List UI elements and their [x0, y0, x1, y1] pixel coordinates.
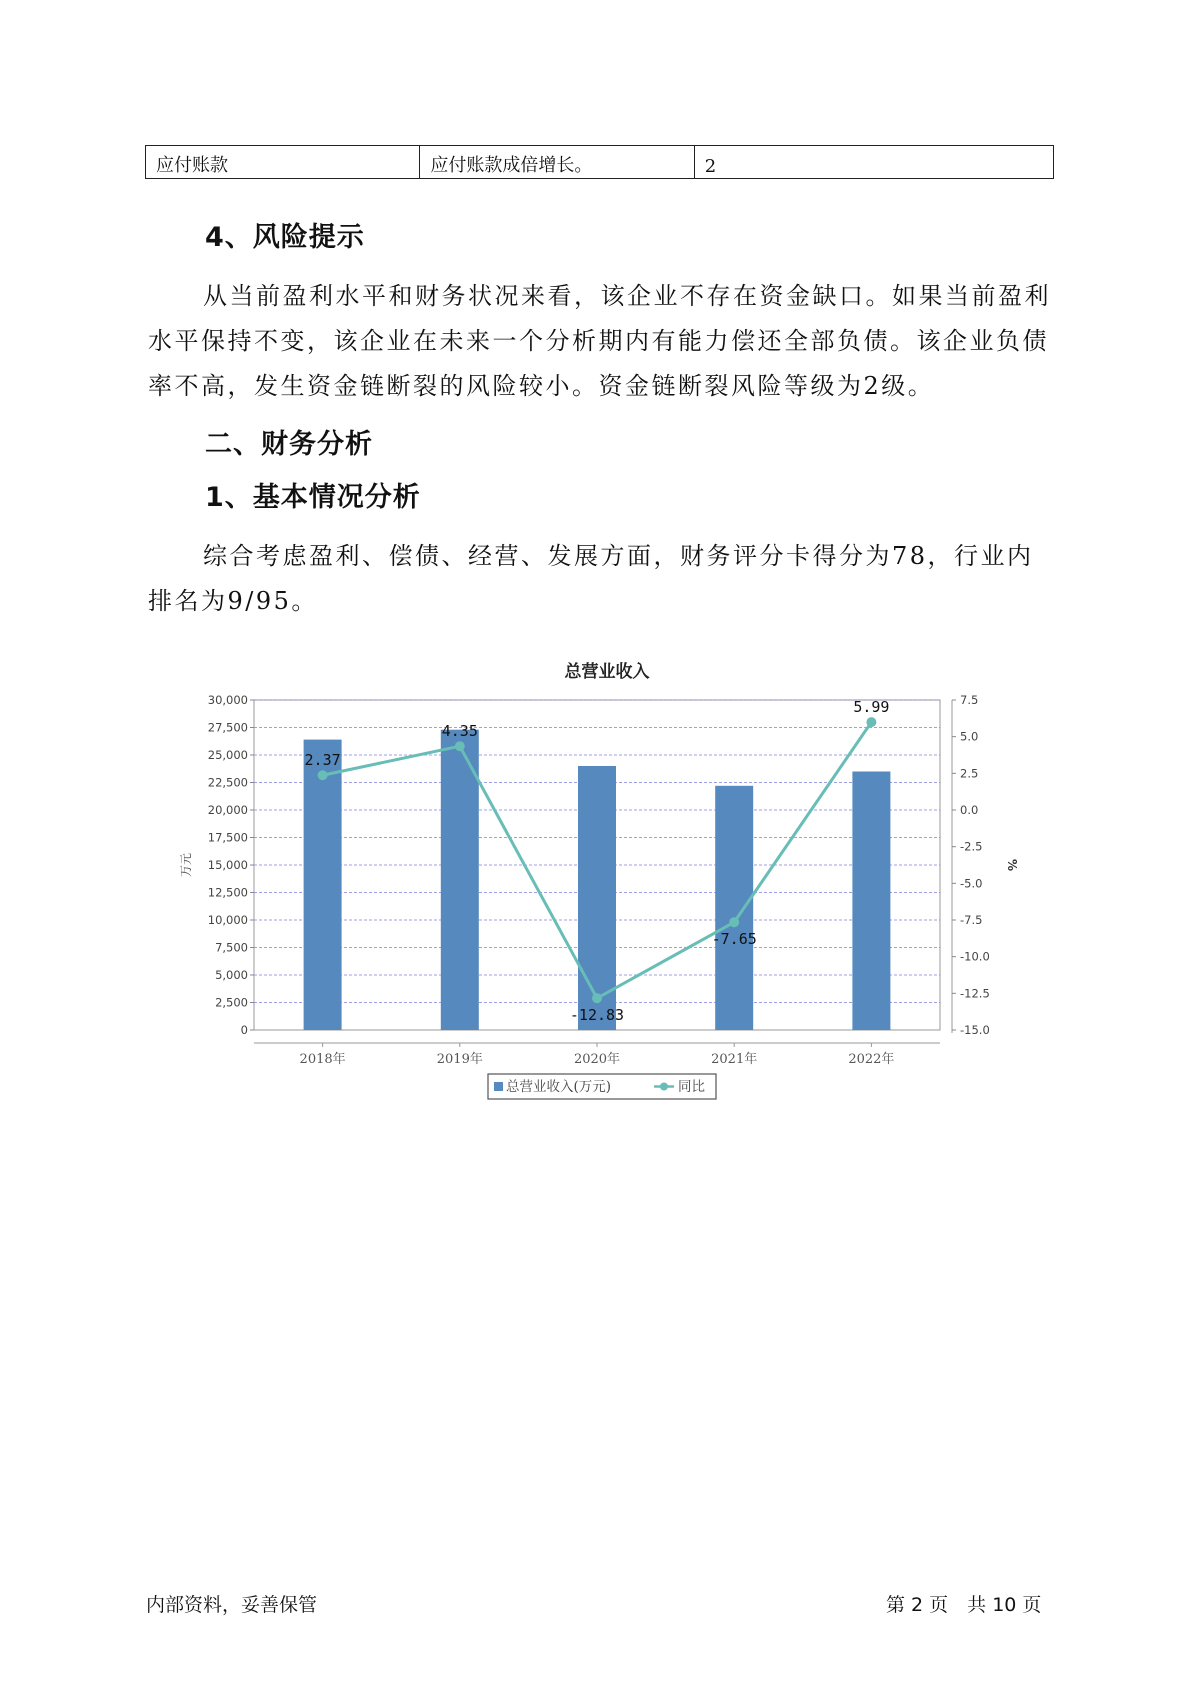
- yoy-point: [729, 917, 739, 927]
- basic-analysis-heading: 1、基本情况分析: [205, 482, 421, 513]
- risk-table: [145, 145, 1054, 179]
- yoy-data-label: -7.65: [711, 930, 757, 949]
- right-tick-label: -12.5: [960, 986, 990, 1001]
- revenue-bar: [304, 740, 342, 1030]
- risk-heading: 4、风险提示: [205, 222, 365, 253]
- yoy-point: [318, 770, 328, 780]
- table-cell: 2: [694, 146, 1053, 179]
- right-axis-title: %: [1005, 858, 1019, 872]
- left-tick-label: 10,000: [207, 913, 248, 927]
- left-tick-label: 2,500: [215, 995, 248, 1010]
- revenue-chart: [170, 650, 1020, 1110]
- finance-heading: 二、财务分析: [205, 429, 373, 460]
- category-label: 2021年: [711, 1052, 758, 1067]
- right-tick-label: -15.0: [960, 1023, 990, 1037]
- yoy-point: [592, 993, 602, 1003]
- left-tick-label: 12,500: [207, 885, 248, 900]
- yoy-data-label: -12.83: [569, 1006, 625, 1025]
- yoy-point: [455, 741, 465, 751]
- risk-paragraph: 从当前盈利水平和财务状况来看，该企业不存在资金缺口。如果当前盈利水平保持不变，该企业在未来一个分析期内有能力偿还全部负债。该企业负债率不高，发生资金链断裂的风险较小。资金链断裂风险等级为2级。: [148, 282, 1051, 400]
- table-row: [146, 146, 1054, 179]
- yoy-data-label: 2.37: [304, 751, 341, 770]
- left-tick-label: 17,500: [207, 830, 248, 845]
- yoy-data-label: 5.99: [853, 698, 890, 717]
- left-tick-label: 20,000: [207, 803, 248, 817]
- footer-page-number: 第 2 页 共 10 页: [886, 1594, 1042, 1616]
- left-tick-label: 15,000: [207, 858, 248, 872]
- table-cell: 应付账款: [146, 146, 420, 179]
- category-label: 2020年: [573, 1052, 621, 1067]
- left-tick-label: 27,500: [207, 720, 248, 735]
- right-tick-label: 5.0: [960, 729, 979, 744]
- right-tick-label: 2.5: [960, 766, 979, 781]
- yoy-point: [866, 717, 876, 727]
- category-label: 2019年: [436, 1052, 483, 1067]
- legend-label-revenue: 总营业收入(万元): [506, 1079, 612, 1095]
- basic-analysis-paragraph: 综合考虑盈利、偿债、经营、发展方面，财务评分卡得分为78，行业内排名为9/95。: [148, 542, 1034, 615]
- yoy-data-label: 4.35: [441, 722, 478, 741]
- right-tick-label: -2.5: [960, 839, 983, 854]
- revenue-chart-svg: [170, 650, 1020, 1110]
- legend-label-yoy: 同比: [678, 1079, 705, 1095]
- revenue-bar: [441, 730, 479, 1030]
- footer-confidential: 内部资料，妥善保管: [146, 1594, 318, 1616]
- right-tick-label: 7.5: [960, 693, 979, 707]
- left-tick-label: 7,500: [215, 940, 248, 955]
- left-tick-label: 0: [240, 1023, 248, 1037]
- legend-swatch-yoy-dot: [660, 1083, 668, 1091]
- revenue-bar: [715, 786, 753, 1030]
- category-label: 2018年: [299, 1052, 346, 1067]
- right-tick-label: 0.0: [960, 803, 979, 817]
- left-tick-label: 25,000: [207, 748, 248, 762]
- left-tick-label: 5,000: [215, 968, 248, 982]
- table-cell: 应付账款成倍增长。: [420, 146, 694, 179]
- left-tick-label: 22,500: [207, 775, 248, 790]
- revenue-bar: [852, 772, 890, 1031]
- chart-title: 总营业收入: [564, 662, 650, 682]
- right-tick-label: -7.5: [960, 913, 983, 927]
- right-tick-label: -5.0: [960, 876, 983, 891]
- legend-swatch-revenue: [494, 1082, 503, 1091]
- left-tick-label: 30,000: [207, 693, 248, 707]
- category-label: 2022年: [848, 1052, 895, 1067]
- right-tick-label: -10.0: [960, 949, 990, 964]
- left-axis-title: 万元: [179, 852, 193, 878]
